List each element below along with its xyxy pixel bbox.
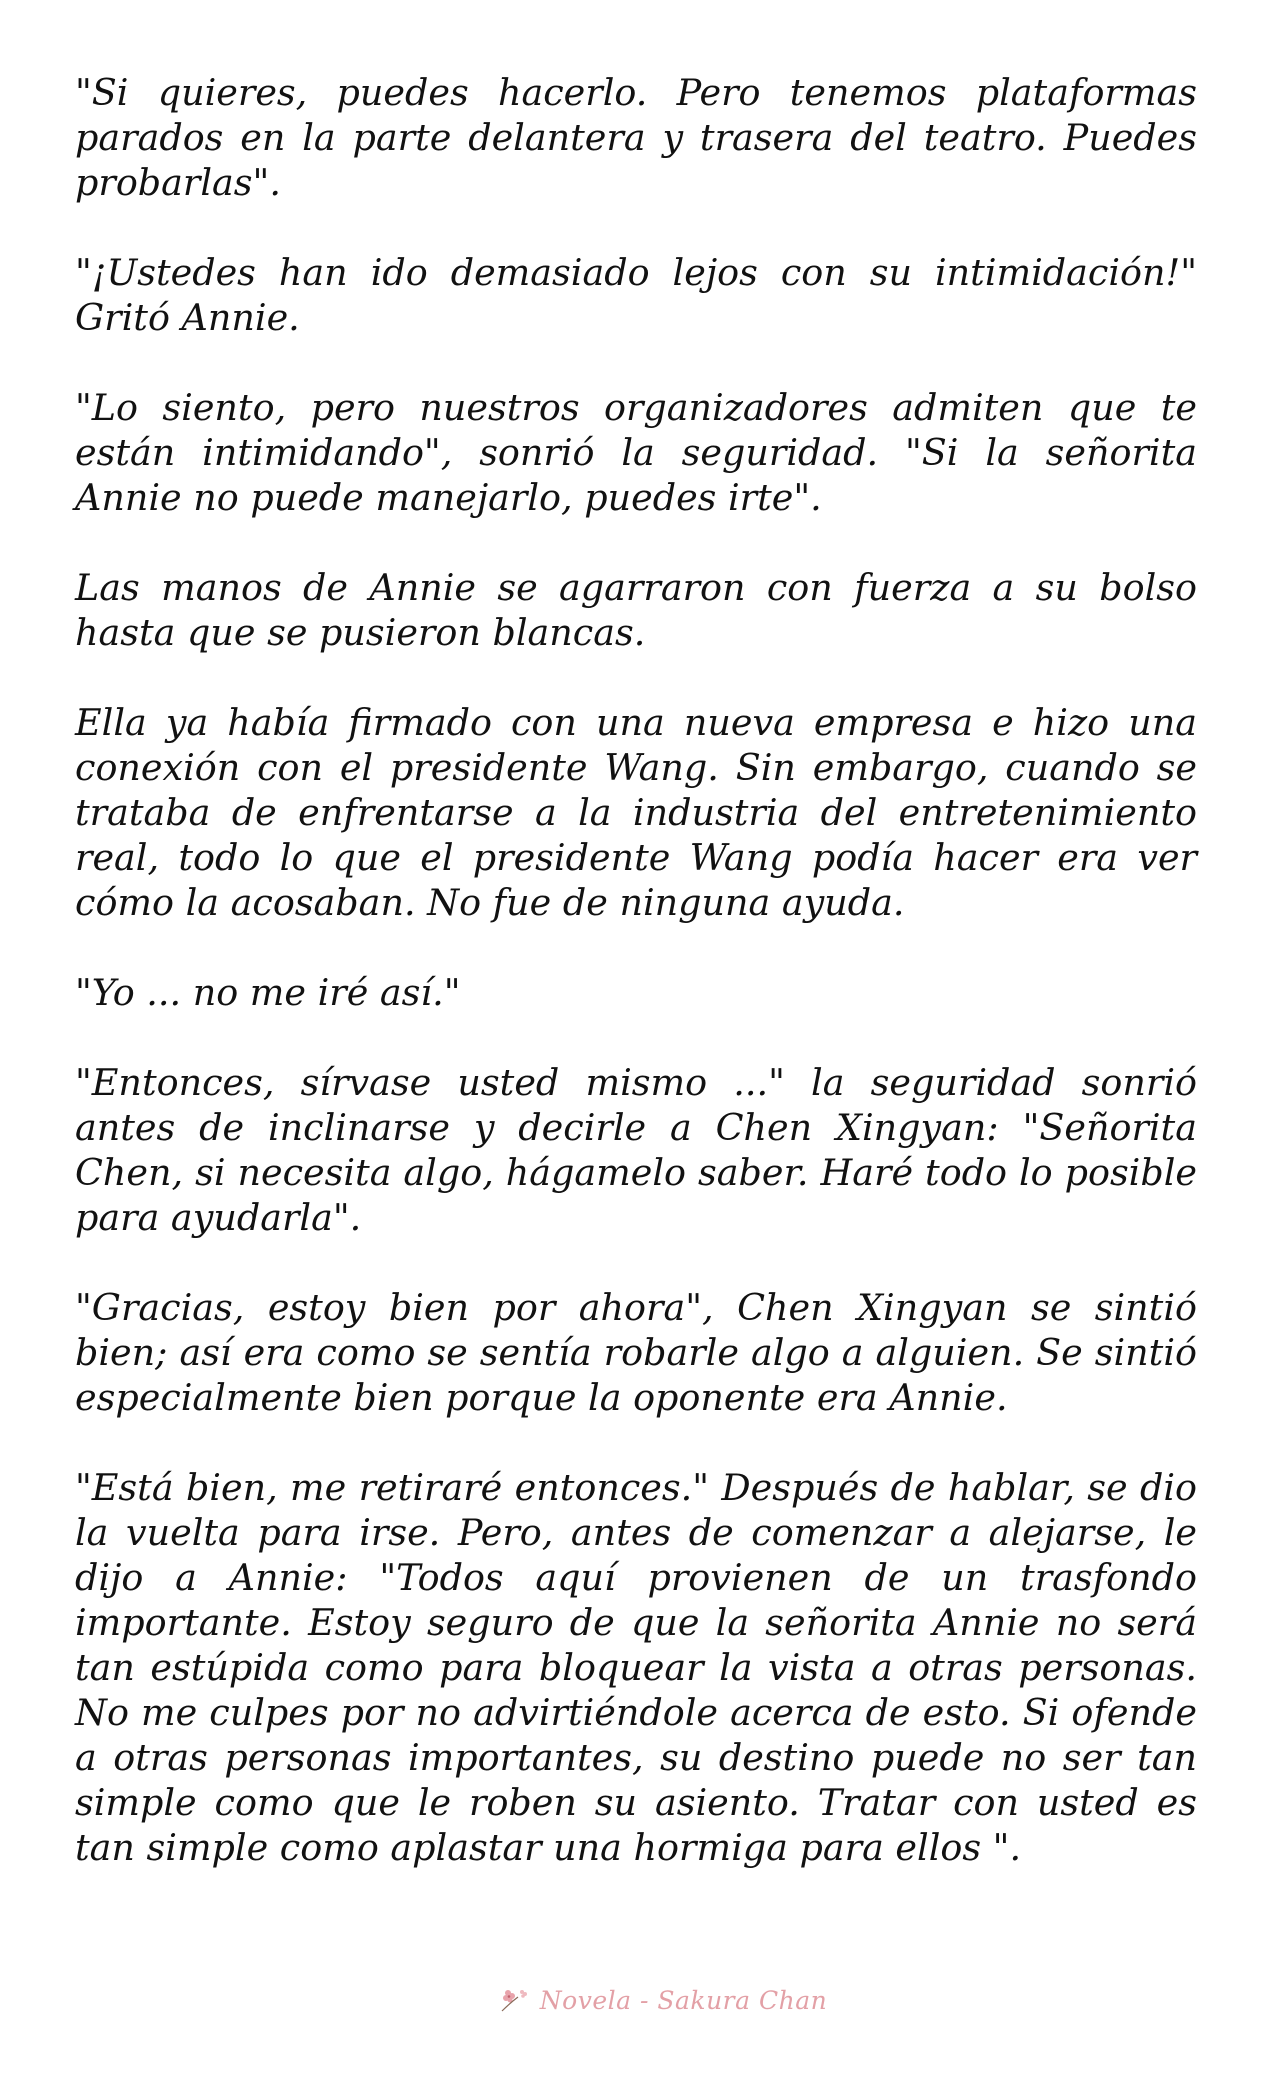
paragraph: "Entonces, sírvase usted mismo ..." la seguridad sonrió antes de inclinarse y decirle a Chen Xingyan: "Señorita Chen, si necesita algo, hágamelo saber. Haré todo lo posible para ayudarla".: [75, 1061, 1197, 1239]
footer-watermark: [0, 1985, 1275, 2015]
paragraph: "Yo ... no me iré así.": [75, 971, 461, 1014]
watermark: [498, 1985, 827, 2015]
paragraph: Ella ya había firmado con una nueva empresa e hizo una conexión con el presidente Wang. Sin embargo, cuando se trataba de enfrentarse a la industria del entretenimiento real, todo lo que el presidente Wang podía hacer era ver cómo la acosaban. No fue de ninguna ayuda.: [75, 701, 1197, 924]
paragraph: "Gracias, estoy bien por ahora", Chen Xingyan se sintió bien; así era como se sentía robarle algo a alguien. Se sintió especialmente bien porque la oponente era Annie.: [75, 1286, 1197, 1419]
paragraph: "Si quieres, puedes hacerlo. Pero tenemos plataformas parados en la parte delantera y trasera del teatro. Puedes probarlas".: [75, 71, 1197, 204]
sakura-flower-icon: [498, 1985, 532, 2015]
paragraph: Las manos de Annie se agarraron con fuerza a su bolso hasta que se pusieron blancas.: [75, 566, 1197, 654]
paragraph: "¡Ustedes han ido demasiado lejos con su intimidación!" Gritó Annie.: [75, 251, 1197, 339]
watermark-text: Novela - Sakura Chan: [539, 1985, 828, 2015]
story-text: [75, 70, 1197, 1915]
paragraph: "Lo siento, pero nuestros organizadores admiten que te están intimidando", sonrió la seguridad. "Si la señorita Annie no puede manejarlo, puedes irte".: [75, 386, 1197, 519]
paragraph: "Está bien, me retiraré entonces." Después de hablar, se dio la vuelta para irse. Pero, antes de comenzar a alejarse, le dijo a Annie: "Todos aquí provienen de un trasfondo importante. Estoy seguro de que la señorita Annie no será tan estúpida como para bloquear la vista a otras personas. No me culpes por no advirtiéndole acerca de esto. Si ofende a otras personas importantes, su destino puede no ser tan simple como que le roben su asiento. Tratar con usted es tan simple como aplastar una hormiga para ellos ".: [75, 1466, 1197, 1869]
